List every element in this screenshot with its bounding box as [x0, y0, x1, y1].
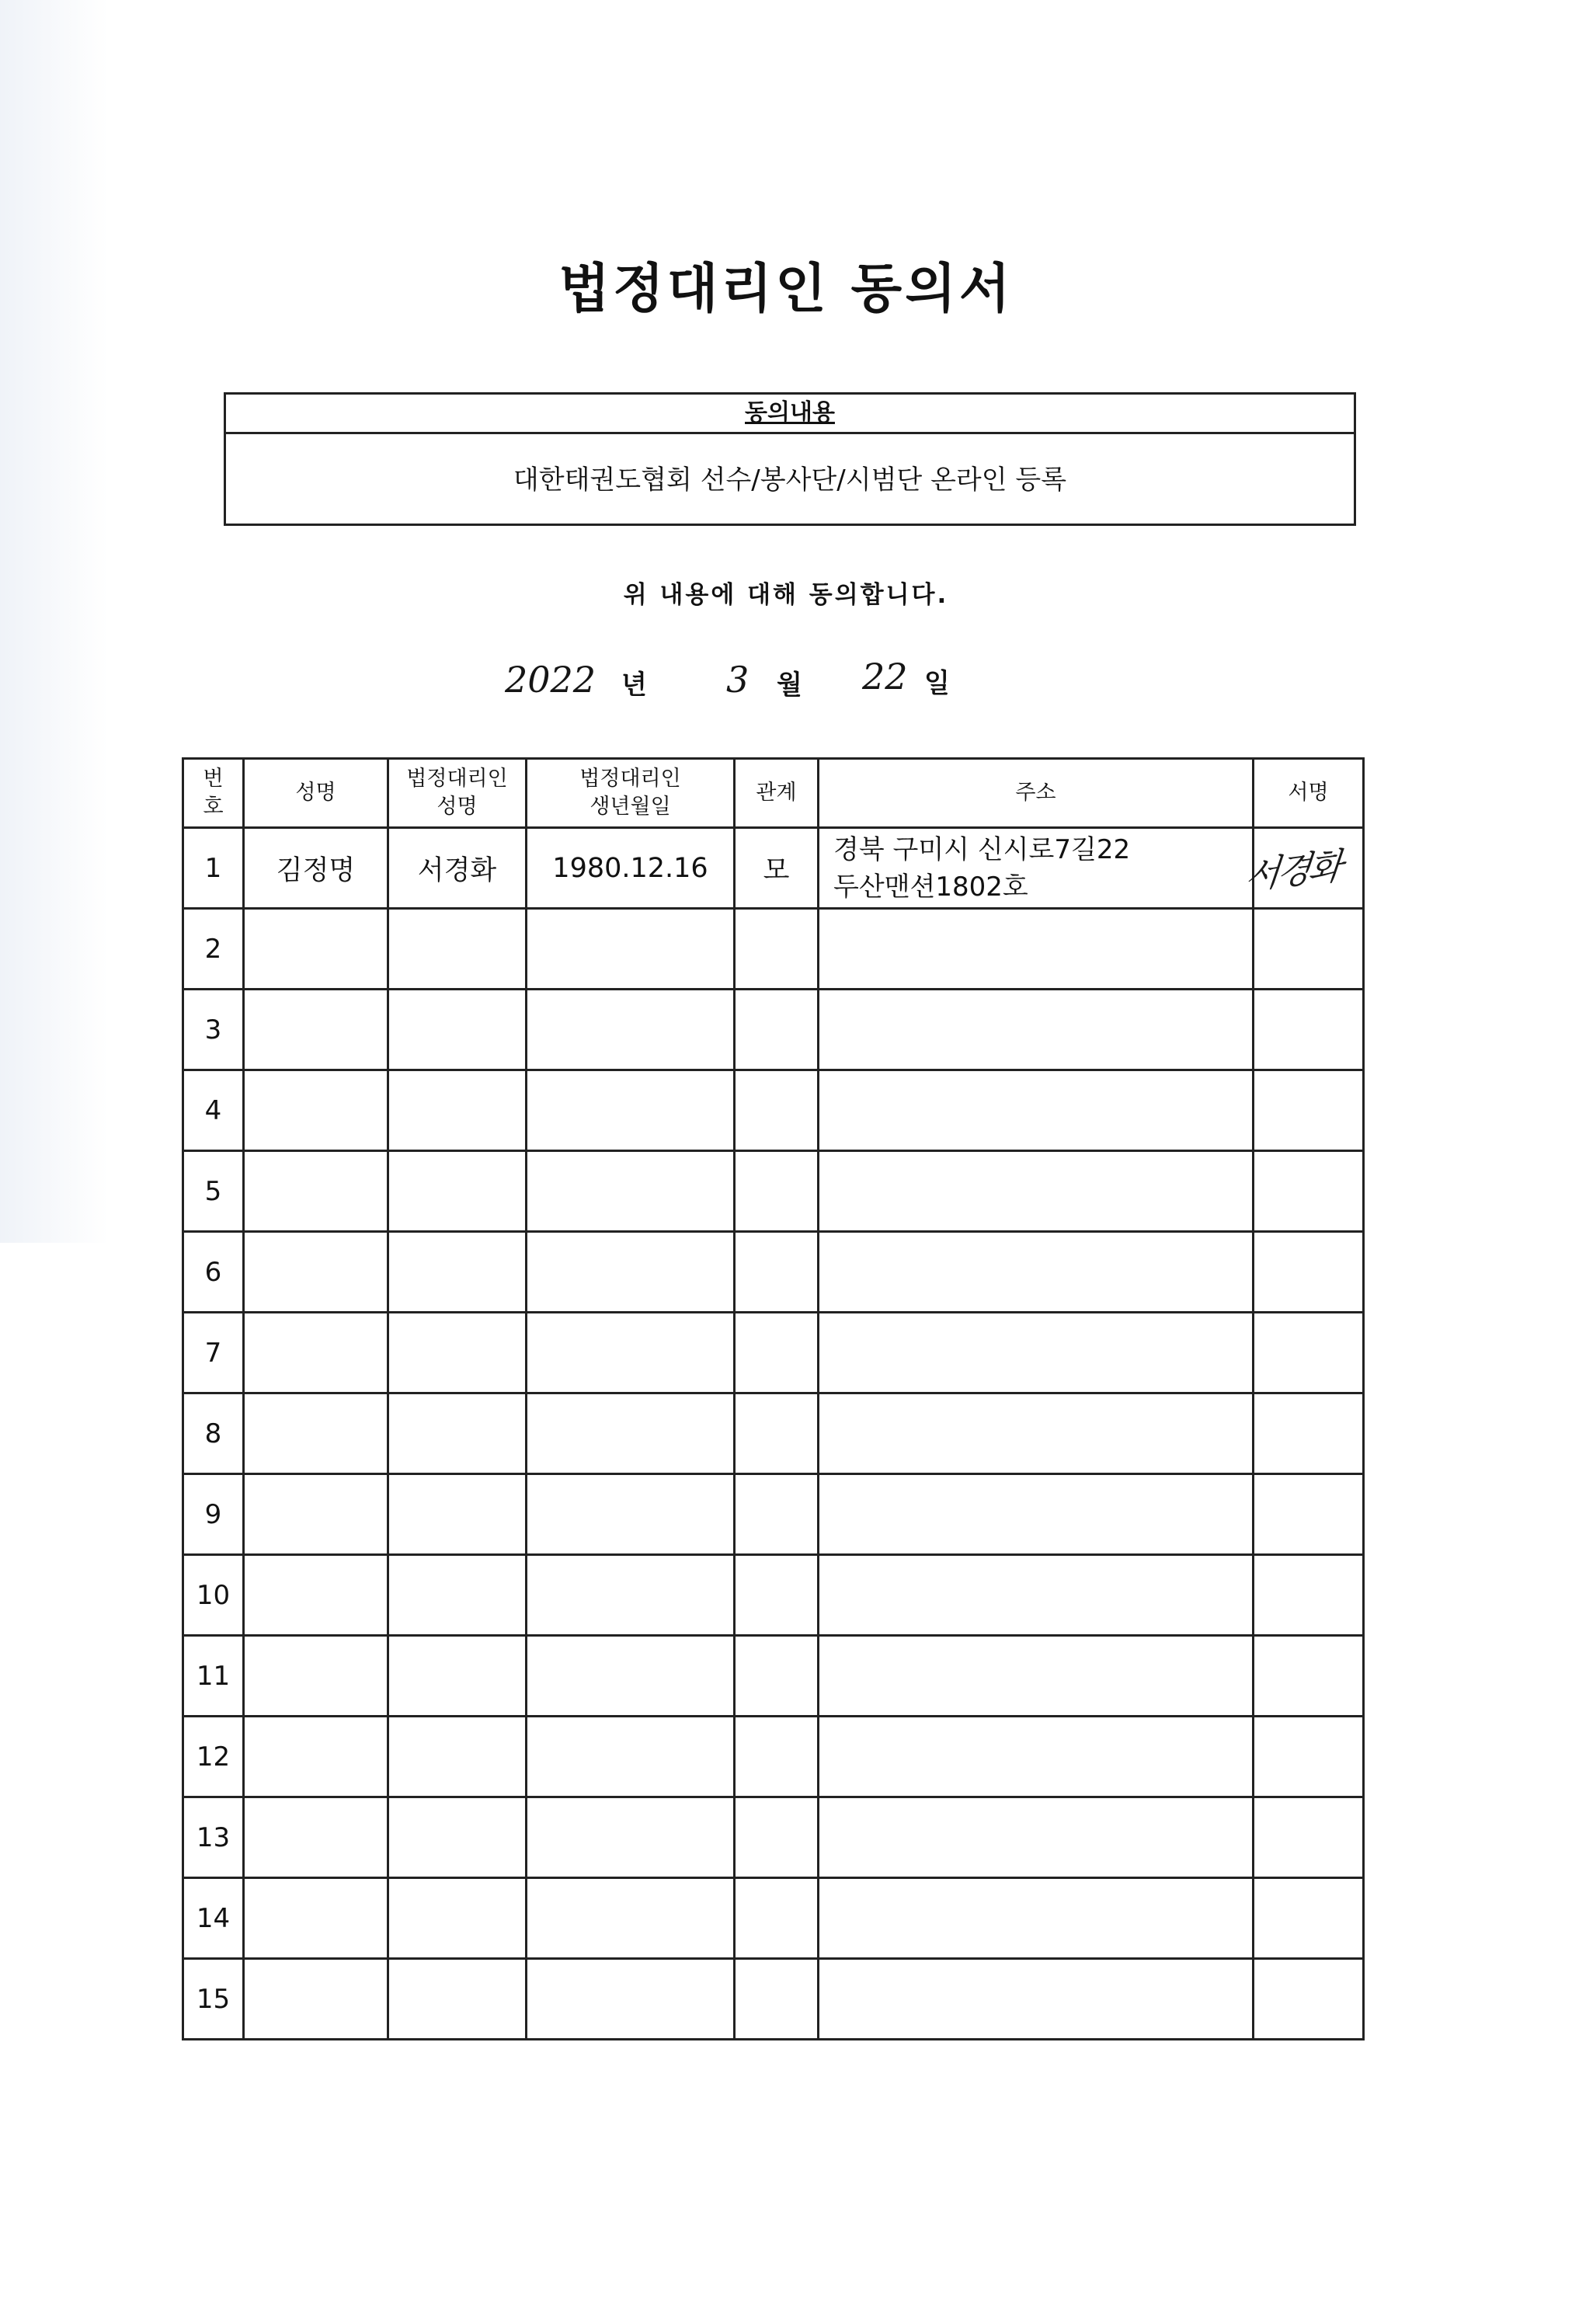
signature-cell — [1254, 1717, 1364, 1797]
handwritten-signature: 서경화 — [1243, 844, 1342, 897]
table-row — [183, 1636, 1364, 1717]
header-name: 성명 — [244, 759, 388, 828]
consent-header-label: 동의내용 — [745, 399, 835, 426]
row-number: 11 — [183, 1636, 244, 1717]
row-number: 8 — [183, 1393, 244, 1474]
student-name — [244, 1717, 388, 1797]
student-name — [244, 1474, 388, 1555]
address — [819, 828, 1254, 909]
guardian-name — [388, 1555, 527, 1636]
guardian-birth — [527, 1878, 735, 1959]
student-name — [244, 1070, 388, 1151]
row-number: 3 — [183, 990, 244, 1070]
student-name — [244, 1959, 388, 2040]
address — [819, 1797, 1254, 1878]
signature-cell — [1254, 1393, 1364, 1474]
student-name — [244, 909, 388, 990]
signature-cell — [1254, 1959, 1364, 2040]
signature-cell — [1254, 1474, 1364, 1555]
table-row — [183, 909, 1364, 990]
relation — [735, 1797, 819, 1878]
student-name — [244, 1878, 388, 1959]
guardian-table — [182, 757, 1365, 2040]
student-name — [244, 990, 388, 1070]
date-day: 22 — [862, 656, 908, 698]
row-number: 13 — [183, 1797, 244, 1878]
student-name — [244, 1393, 388, 1474]
row-number: 6 — [183, 1232, 244, 1313]
header-guardian-birth: 법정대리인 생년월일 — [527, 759, 735, 828]
table-row — [183, 990, 1364, 1070]
guardian-name — [388, 1070, 527, 1151]
consent-content: 대한태권도협회 선수/봉사단/시범단 온라인 등록 — [513, 464, 1067, 496]
date-year-unit: 년 — [621, 670, 647, 701]
relation — [735, 1232, 819, 1313]
student-name — [244, 1555, 388, 1636]
signature-cell — [1243, 828, 1364, 909]
table-row — [183, 828, 1364, 909]
address — [819, 1555, 1254, 1636]
address — [819, 1232, 1254, 1313]
guardian-birth — [527, 1393, 735, 1474]
date-month: 3 — [726, 659, 749, 701]
guardian-birth — [527, 990, 735, 1070]
header-relation: 관계 — [735, 759, 819, 828]
guardian-name — [388, 1151, 527, 1232]
guardian-birth — [527, 1474, 735, 1555]
signature-cell — [1254, 1313, 1364, 1393]
guardian-birth — [527, 1151, 735, 1232]
row-number: 9 — [183, 1474, 244, 1555]
page-shadow — [0, 0, 109, 1243]
guardian-name — [388, 1717, 527, 1797]
date-month-unit: 월 — [777, 670, 802, 701]
guardian-birth — [527, 1636, 735, 1717]
guardian-birth — [527, 1959, 735, 2040]
agreement-statement: 위 내용에 대해 동의합니다. — [623, 581, 949, 609]
relation — [735, 990, 819, 1070]
student-name — [244, 1232, 388, 1313]
address-line2: 두산맨션1802호 — [833, 871, 1028, 903]
relation — [735, 1636, 819, 1717]
guardian-name — [388, 1878, 527, 1959]
date-line — [0, 656, 1572, 713]
row-number: 2 — [183, 909, 244, 990]
table-row — [183, 1151, 1364, 1232]
student-name — [244, 1797, 388, 1878]
address — [819, 1959, 1254, 2040]
relation — [735, 1474, 819, 1555]
address — [819, 1474, 1254, 1555]
address — [819, 990, 1254, 1070]
table-row — [183, 1878, 1364, 1959]
guardian-birth — [527, 1232, 735, 1313]
table-row — [183, 1797, 1364, 1878]
header-signature: 서명 — [1254, 759, 1364, 828]
table-row — [183, 1959, 1364, 2040]
relation — [735, 909, 819, 990]
table-row — [183, 1070, 1364, 1151]
relation: 모 — [735, 828, 819, 909]
guardian-name — [388, 1959, 527, 2040]
row-number: 4 — [183, 1070, 244, 1151]
table-row — [183, 1393, 1364, 1474]
guardian-birth — [527, 909, 735, 990]
address — [819, 1393, 1254, 1474]
signature-cell — [1254, 1797, 1364, 1878]
signature-cell — [1254, 909, 1364, 990]
address — [819, 909, 1254, 990]
address — [819, 1717, 1254, 1797]
address — [819, 1636, 1254, 1717]
table-row — [183, 1717, 1364, 1797]
guardian-name — [388, 909, 527, 990]
date-year: 2022 — [505, 659, 596, 701]
relation — [735, 1959, 819, 2040]
consent-box — [224, 392, 1356, 526]
relation — [735, 1070, 819, 1151]
row-number: 1 — [183, 828, 244, 909]
guardian-birth — [527, 1717, 735, 1797]
student-name — [244, 1636, 388, 1717]
table-row — [183, 1313, 1364, 1393]
document-title: 법정대리인 동의서 — [558, 259, 1014, 320]
table-row — [183, 1555, 1364, 1636]
header-address: 주소 — [819, 759, 1254, 828]
table-row — [183, 1474, 1364, 1555]
address — [819, 1313, 1254, 1393]
signature-cell — [1254, 1878, 1364, 1959]
table-row — [183, 1232, 1364, 1313]
signature-cell — [1254, 1151, 1364, 1232]
guardian-name — [388, 1232, 527, 1313]
address — [819, 1070, 1254, 1151]
signature-cell — [1254, 990, 1364, 1070]
date-day-unit: 일 — [924, 668, 950, 699]
signature-cell — [1254, 1555, 1364, 1636]
signature-cell — [1254, 1070, 1364, 1151]
address — [819, 1151, 1254, 1232]
guardian-birth — [527, 1797, 735, 1878]
consent-header — [226, 395, 1354, 434]
relation — [735, 1313, 819, 1393]
address-line1: 경북 구미시 신시로7길22 — [833, 833, 1131, 865]
student-name: 김정명 — [244, 828, 388, 909]
relation — [735, 1393, 819, 1474]
row-number: 15 — [183, 1959, 244, 2040]
header-number: 번호 — [183, 759, 244, 828]
table-header-row — [183, 759, 1364, 828]
row-number: 12 — [183, 1717, 244, 1797]
row-number: 10 — [183, 1555, 244, 1636]
guardian-name — [388, 1474, 527, 1555]
guardian-name — [388, 1313, 527, 1393]
guardian-name — [388, 1797, 527, 1878]
signature-cell — [1254, 1232, 1364, 1313]
row-number: 5 — [183, 1151, 244, 1232]
relation — [735, 1555, 819, 1636]
relation — [735, 1151, 819, 1232]
guardian-birth: 1980.12.16 — [527, 828, 735, 909]
signature-cell — [1254, 1636, 1364, 1717]
relation — [735, 1717, 819, 1797]
guardian-birth — [527, 1313, 735, 1393]
student-name — [244, 1313, 388, 1393]
guardian-name: 서경화 — [388, 828, 527, 909]
row-number: 7 — [183, 1313, 244, 1393]
guardian-name — [388, 1636, 527, 1717]
guardian-name — [388, 990, 527, 1070]
student-name — [244, 1151, 388, 1232]
header-guardian-name: 법정대리인 성명 — [388, 759, 527, 828]
row-number: 14 — [183, 1878, 244, 1959]
guardian-birth — [527, 1555, 735, 1636]
guardian-name — [388, 1393, 527, 1474]
guardian-birth — [527, 1070, 735, 1151]
address — [819, 1878, 1254, 1959]
relation — [735, 1878, 819, 1959]
